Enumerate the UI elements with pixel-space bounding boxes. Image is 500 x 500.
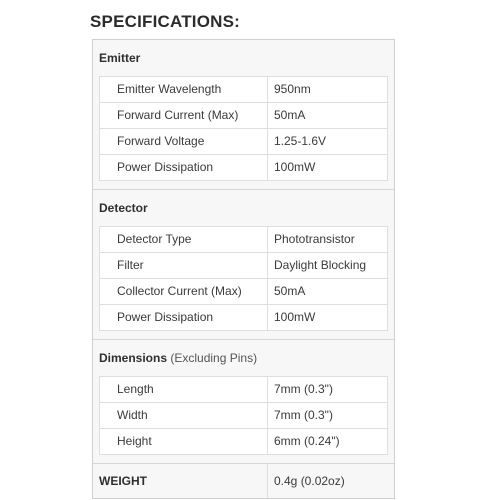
table-row <box>100 279 387 305</box>
table-row <box>100 253 387 279</box>
specifications-title: SPECIFICATIONS: <box>90 12 241 31</box>
spec-value: 7mm (0.3") <box>274 382 333 396</box>
spec-key: Power Dissipation <box>100 155 268 180</box>
table-row <box>100 429 387 455</box>
detector-heading-label: Detector <box>99 201 148 215</box>
emitter-section <box>93 40 394 190</box>
weight-value: 0.4g (0.02oz) <box>274 474 345 488</box>
table-row <box>100 377 387 403</box>
spec-value: Daylight Blocking <box>274 258 367 272</box>
dimensions-heading-label: Dimensions <box>99 351 168 365</box>
spec-key: Height <box>100 429 268 454</box>
spec-value: 100mW <box>274 310 316 324</box>
spec-value: 6mm (0.24") <box>274 434 340 448</box>
detector-rows <box>99 226 388 331</box>
spec-key: Emitter Wavelength <box>100 77 268 102</box>
dimensions-rows <box>99 376 388 455</box>
spec-key: Forward Voltage <box>100 129 268 154</box>
spec-value: 1.25-1.6V <box>274 134 327 148</box>
table-row <box>100 77 387 103</box>
spec-value: 50mA <box>274 284 306 298</box>
detector-heading <box>99 190 388 226</box>
table-row <box>100 403 387 429</box>
spec-value: 100mW <box>274 160 316 174</box>
detector-section <box>93 190 394 340</box>
spec-key: Power Dissipation <box>100 305 268 330</box>
table-row <box>100 305 387 331</box>
emitter-heading-label: Emitter <box>99 51 141 65</box>
emitter-heading <box>99 40 388 76</box>
table-row <box>100 129 387 155</box>
dimensions-heading-note: (Excluding Pins) <box>170 351 258 365</box>
dimensions-heading <box>99 340 388 376</box>
dimensions-section <box>93 340 394 464</box>
weight-row <box>93 464 394 498</box>
spec-value: 50mA <box>274 108 306 122</box>
table-row <box>100 103 387 129</box>
table-row <box>100 155 387 181</box>
spec-value: 950nm <box>274 82 311 96</box>
spec-key: Collector Current (Max) <box>100 279 268 304</box>
spec-key: Filter <box>100 253 268 278</box>
spec-key: Length <box>100 377 268 402</box>
table-row <box>100 227 387 253</box>
specifications-table <box>92 39 395 499</box>
spec-value: 7mm (0.3") <box>274 408 333 422</box>
emitter-rows <box>99 76 388 181</box>
weight-label: WEIGHT <box>93 464 268 498</box>
spec-value: Phototransistor <box>274 232 355 246</box>
spec-key: Forward Current (Max) <box>100 103 268 128</box>
spec-key: Width <box>100 403 268 428</box>
spec-key: Detector Type <box>100 227 268 252</box>
